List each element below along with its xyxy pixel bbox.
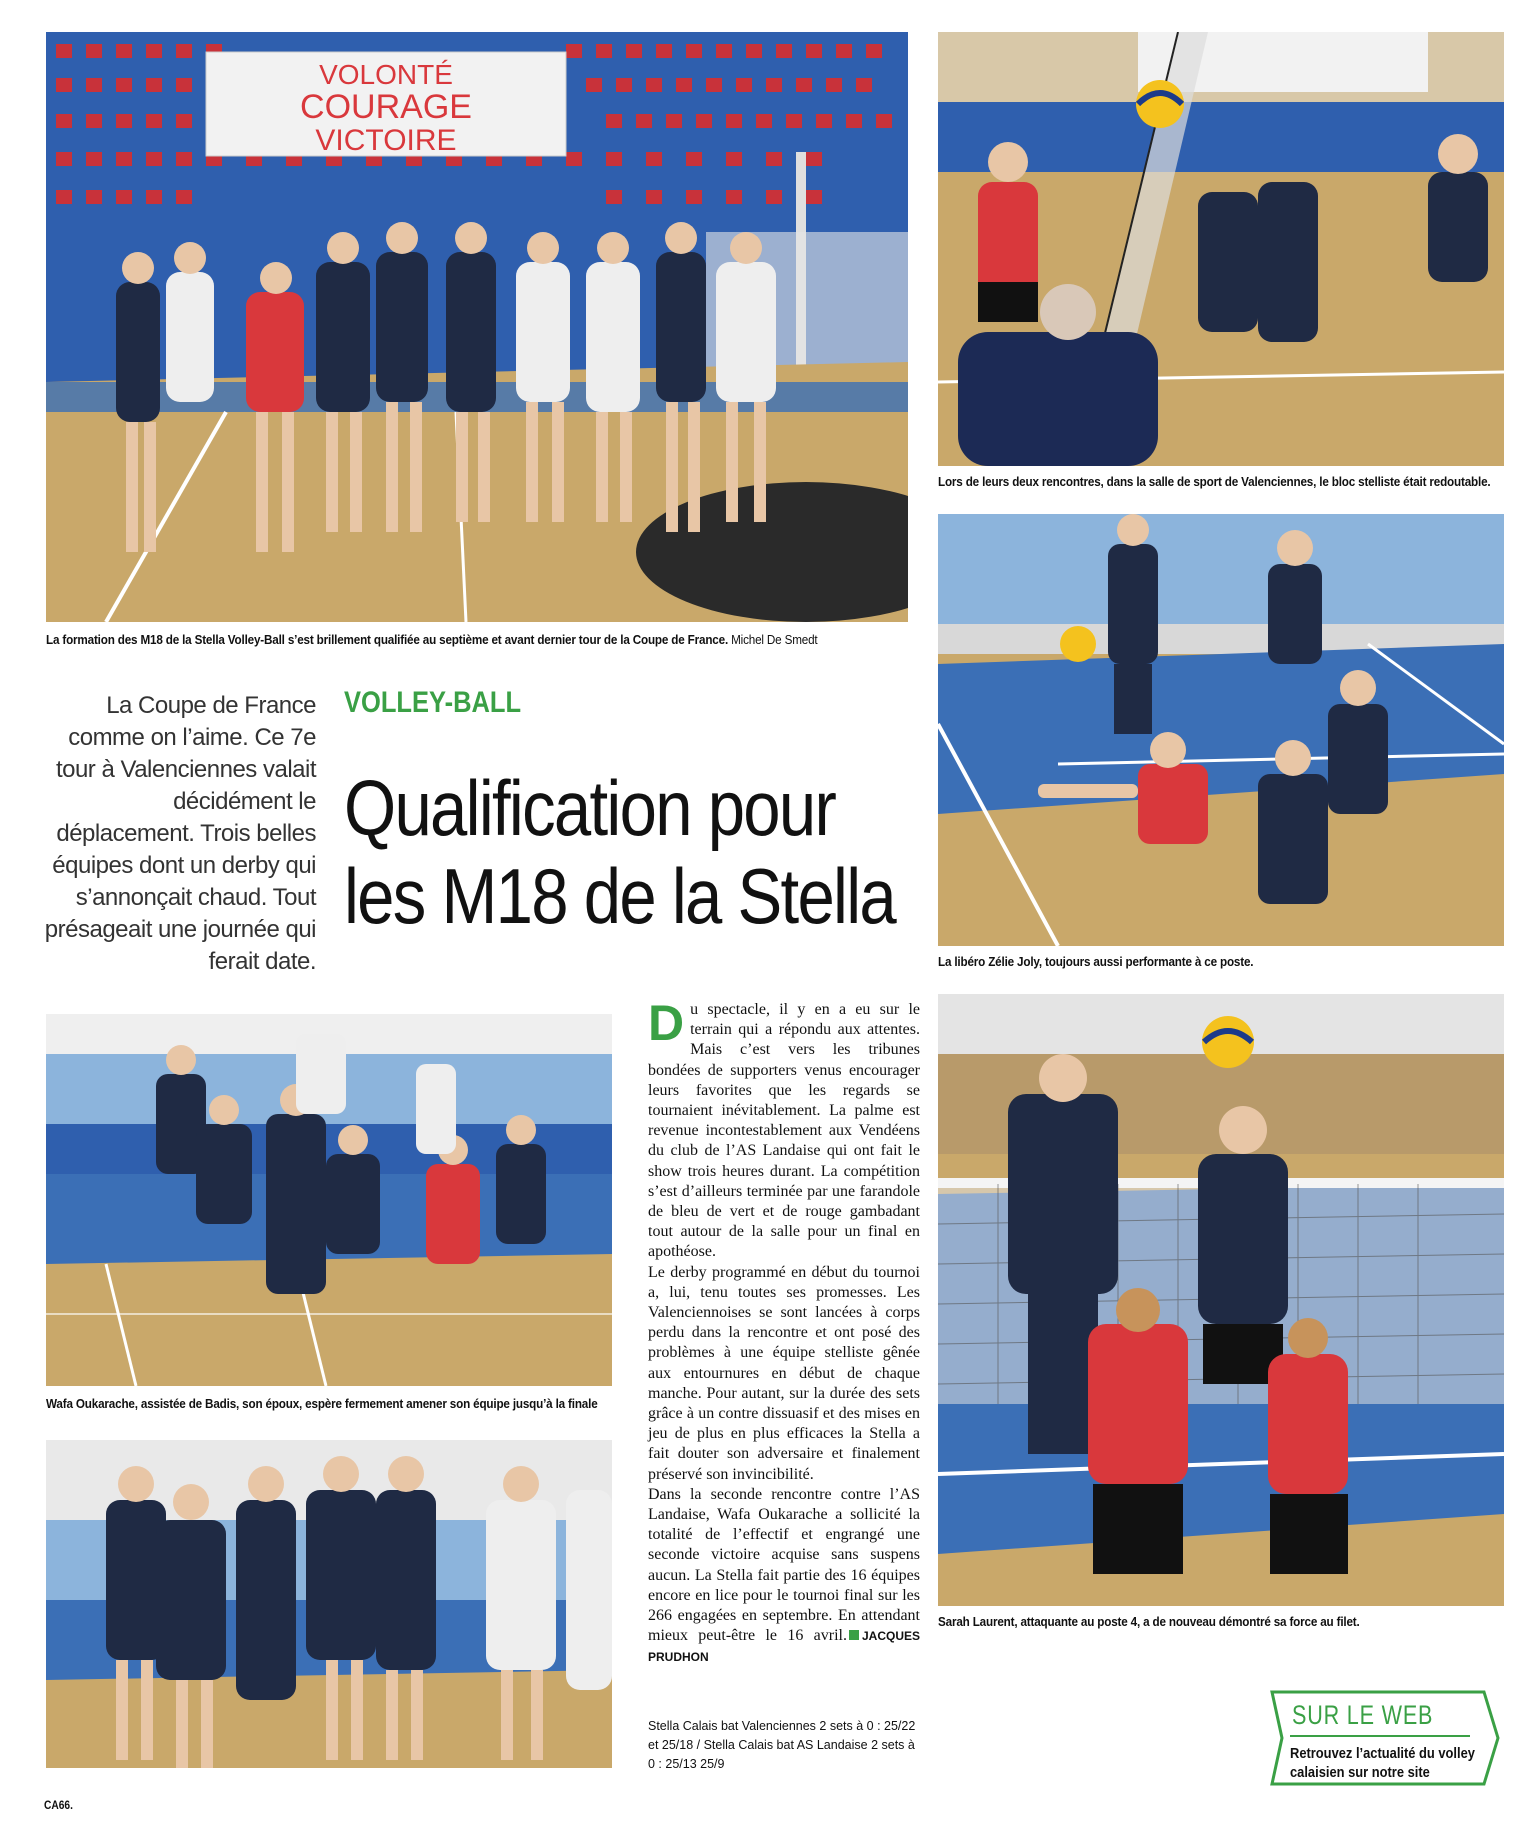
web-box-divider bbox=[1290, 1735, 1470, 1737]
caption-text: Lors de leurs deux rencontres, dans la salle de sport de Valenciennes, le bloc stelliste était redoutable. bbox=[938, 474, 1491, 489]
photo-coach-team bbox=[46, 1014, 612, 1386]
caption-libero bbox=[938, 954, 1253, 969]
photo-libero-dig bbox=[938, 514, 1504, 946]
web-box-title: SUR LE WEB bbox=[1292, 1700, 1434, 1730]
paragraph-2: Le derby programmé en début du tournoi a, lui, tenu toutes ses promesses. Les Valenciennoises se sont lancées à corps perdu dans la rencontre et ont posé des problèmes à une équipe stelliste gênée aux entournures en début de chaque manche. Pour autant, sur la durée des sets grâce à un contre dissuasif et des mises en jeu de plus en plus efficaces la Stella a fait douter son adversaire et finalement préservé son invincibilité. bbox=[648, 1263, 920, 1483]
article-body bbox=[648, 995, 920, 1667]
paragraph-3-text: Dans la seconde rencontre contre l’AS Landaise, Wafa Oukarache a sollicité la totalité de l’effectif et engrangé une seconde victoire acquise sans suspens aucun. La Stella fait partie des 16 équipes encore en lice pour le tournoi final sur les 266 engagées en septembre. En attendant mieux peut-être le 16 avril. bbox=[648, 1485, 920, 1645]
caption-attack bbox=[938, 1614, 1360, 1629]
caption-team-celebration bbox=[46, 632, 817, 647]
photo-team-celebration bbox=[46, 32, 908, 622]
match-results: Stella Calais bat Valenciennes 2 sets à 0 : 25/22 et 25/18 / Stella Calais bat AS Landaise 2 sets à 0 : 25/13 25/9 bbox=[648, 1719, 916, 1771]
caption-text: La libéro Zélie Joly, toujours aussi performante à ce poste. bbox=[938, 954, 1254, 969]
banner-text-3: VICTOIRE bbox=[315, 124, 457, 157]
paragraph-1 bbox=[648, 995, 920, 1263]
caption-coach bbox=[46, 1396, 598, 1411]
photo-credit: Michel De Smedt bbox=[731, 632, 818, 647]
caption-block-at-net bbox=[938, 474, 1490, 489]
headline bbox=[344, 764, 896, 940]
end-mark-icon bbox=[849, 1630, 859, 1640]
section-kicker: VOLLEY-BALL bbox=[344, 686, 522, 719]
headline-line-2: les M18 de la Stella bbox=[344, 852, 896, 940]
caption-text: La formation des M18 de la Stella Volley-Ball s’est brillement qualifiée au septième et avant dernier tour de la Coupe de France. bbox=[46, 632, 729, 647]
web-promo-box[interactable] bbox=[1262, 1690, 1502, 1786]
byline: JACQUES PRUDHON bbox=[648, 1629, 920, 1664]
drop-cap: D bbox=[648, 995, 685, 1051]
web-box-line-2: calaisien sur notre site bbox=[1290, 1764, 1430, 1781]
photo-attack-at-net bbox=[938, 994, 1504, 1606]
banner-text-2: COURAGE bbox=[300, 88, 472, 126]
intro-deck: La Coupe de France comme on l’aime. Ce 7e tour à Valenciennes valait décidément le déplacement. Trois belles équipes dont un derby qui s’annonçait chaud. Tout présageait une journée qui ferait date. bbox=[44, 692, 316, 975]
photo-block-at-net bbox=[938, 32, 1504, 466]
caption-text: Wafa Oukarache, assistée de Badis, son époux, espère fermement amener son équipe jusqu’à la finale bbox=[46, 1396, 598, 1411]
paragraph-3 bbox=[648, 1485, 920, 1667]
web-box-text bbox=[1290, 1744, 1475, 1782]
banner-text-1: VOLONTÉ bbox=[319, 59, 453, 90]
headline-line-1: Qualification pour bbox=[344, 764, 836, 852]
photo-team-huddle bbox=[46, 1440, 612, 1768]
caption-text: Sarah Laurent, attaquante au poste 4, a de nouveau démontré sa force au filet. bbox=[938, 1614, 1360, 1629]
web-box-line-1: Retrouvez l’actualité du volley bbox=[1290, 1745, 1475, 1762]
paragraph-1-text: u spectacle, il y en a eu sur le terrain qui a répondu aux attentes. Mais c’est vers les tribunes bondées de supporters venus encourager leurs favorites que les regards se tournaient inévitablement. La palme est revenue incontestablement aux Vendéens du club de l’AS Landaise qui ont fait le show trois heures durant. La compétition s’est d’ailleurs terminée par une farandole de bleu de vert et de rouge gambadant tout autour de la salle pour un final en apothéose. bbox=[648, 1001, 920, 1261]
page-folio: CA66. bbox=[44, 1798, 73, 1812]
